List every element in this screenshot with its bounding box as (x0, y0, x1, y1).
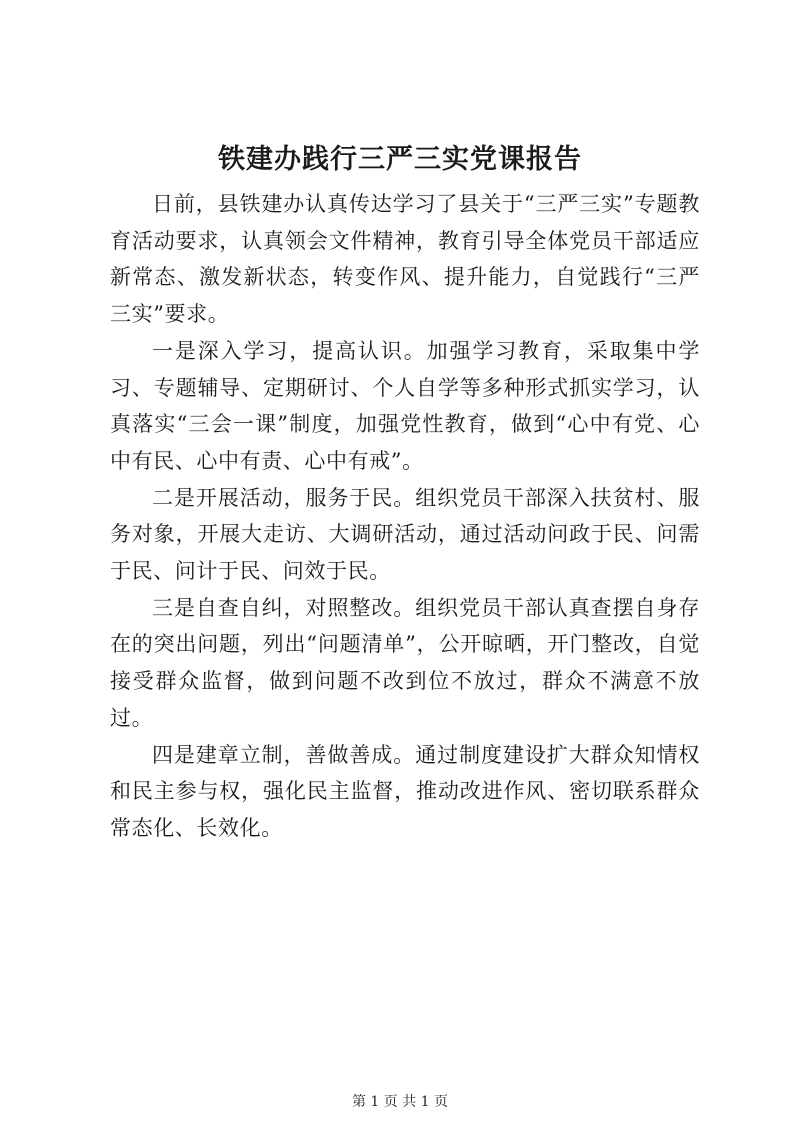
page-number-label: 第 1 页 共 1 页 (351, 1094, 449, 1110)
document-body (110, 186, 700, 847)
document-title: 铁建办践行三严三实党课报告 (218, 144, 582, 175)
paragraph-point-1: 一是深入学习，提高认识。加强学习教育，采取集中学习、专题辅导、定期研讨、个人自学等多种形式抓实学习，认真落实“三会一课”制度，加强党性教育，做到“心中有党、心中有民、心中有责、心中有戒”。 (110, 338, 700, 473)
paragraph-intro: 日前，县铁建办认真传达学习了县关于“三严三实”专题教育活动要求，认真领会文件精神，教育引导全体党员干部适应新常态、激发新状态，转变作风、提升能力，自觉践行“三严三实”要求。 (110, 192, 700, 327)
paragraph-point-2: 二是开展活动，服务于民。组织党员干部深入扶贫村、服务对象，开展大走访、大调研活动，通过活动问政于民、问需于民、问计于民、问效于民。 (110, 485, 700, 584)
page-footer (0, 1092, 800, 1112)
paragraph-point-4: 四是建章立制，善做善成。通过制度建设扩大群众知情权和民主参与权，强化民主监督，推动改进作风、密切联系群众常态化、长效化。 (110, 742, 700, 840)
paragraph-point-3: 三是自查自纠，对照整改。组织党员干部认真查摆自身存在的突出问题，列出“问题清单”，公开晾晒，开门整改，自觉接受群众监督，做到问题不改到位不放过，群众不满意不放过。 (110, 595, 700, 730)
